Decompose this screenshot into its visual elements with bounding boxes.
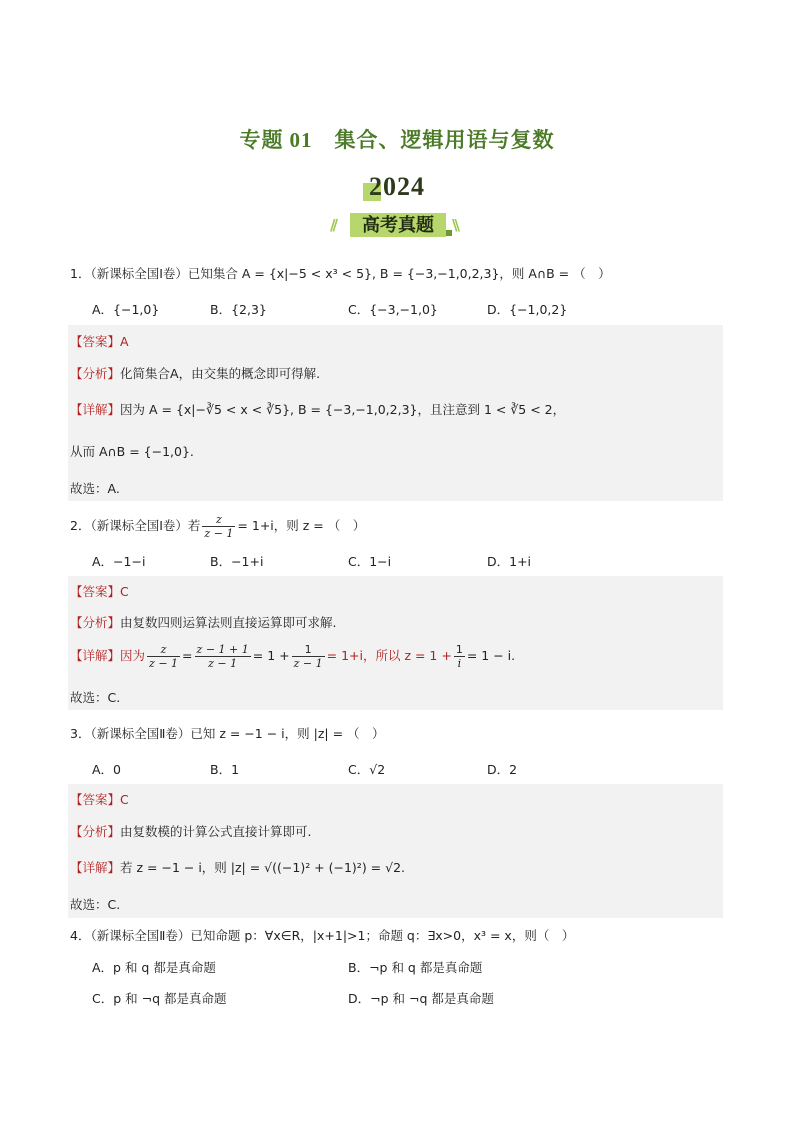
question-3-option-c[interactable]: C．√2	[348, 762, 386, 777]
title-prefix: 专题	[239, 128, 284, 152]
question-2-option-c[interactable]: C．1−i	[348, 554, 392, 569]
question-2-option-a[interactable]: A．−1−i	[92, 554, 146, 569]
question-1-option-d[interactable]: D．{−1,0,2}	[487, 302, 568, 317]
banner-slash-right-icon: \\	[452, 216, 457, 234]
question-3-option-b[interactable]: B．1	[210, 762, 240, 777]
section-banner	[330, 210, 466, 238]
question-1-stem: 1．（新课标全国Ⅰ卷）已知集合 A = {x|−5 < x³ < 5}, B = {−3,−1,0,2,3}，则 A∩B = （ ）	[70, 266, 611, 281]
banner-label: 高考真题	[362, 215, 434, 236]
question-1-detail-1: 【详解】因为 A = {x|−∛5 < x < ∛5}, B = {−3,−1,0,2,3}，且注意到 1 < ∛5 < 2，	[70, 402, 566, 417]
question-3-option-d[interactable]: D．2	[487, 762, 518, 777]
title-number: 01	[289, 128, 313, 152]
question-3-choose: 故选：C.	[70, 897, 121, 912]
question-2-analysis: 【分析】由复数四则运算法则直接运算即可求解.	[70, 615, 337, 630]
question-2-answer: 【答案】C	[70, 584, 129, 599]
question-1-detail-2: 从而 A∩B = {−1,0}.	[70, 444, 194, 459]
banner-slash-left-icon: //	[330, 216, 335, 234]
question-1-option-b[interactable]: B．{2,3}	[210, 302, 267, 317]
question-3-analysis: 【分析】由复数模的计算公式直接计算即可.	[70, 824, 312, 839]
title-main: 集合、逻辑用语与复数	[334, 128, 555, 152]
question-4-stem: 4．（新课标全国Ⅱ卷）已知命题 p：∀x∈R，|x+1|>1；命题 q：∃x>0，x³ = x，则（ ）	[70, 928, 575, 943]
question-4-option-a[interactable]: A．p 和 q 都是真命题	[92, 960, 216, 975]
question-4-option-d[interactable]: D．¬p 和 ¬q 都是真命题	[348, 991, 494, 1006]
question-1-option-a[interactable]: A．{−1,0}	[92, 302, 160, 317]
question-4-option-b[interactable]: B．¬p 和 q 都是真命题	[348, 960, 483, 975]
question-3-stem: 3．（新课标全国Ⅱ卷）已知 z = −1 − i，则 |z| = （ ）	[70, 726, 385, 741]
question-1-answer: 【答案】A	[70, 334, 129, 349]
question-2-choose: 故选：C.	[70, 690, 121, 705]
question-2-stem: 2．（新课标全国Ⅰ卷）若 $\frac{z}{z - 1}$ = 1+i，则 z = （ ）	[70, 513, 366, 540]
question-3-detail: 【详解】若 z = −1 − i，则 |z| = √((−1)² + (−1)²) = √2.	[70, 860, 406, 875]
question-2-detail: 【详解】因为 $\frac{z}{z - 1}$ = $\frac{z - 1 + 1}{z - 1}$ = 1 + $\frac{1}{z - 1}$ = 1+i，所以 z = 1 + $\frac{1}{i}$ = 1 − i.	[70, 643, 516, 670]
question-1-analysis: 【分析】化简集合A，由交集的概念即可得解.	[70, 366, 321, 381]
year-label: 2024	[369, 172, 425, 201]
question-2-option-b[interactable]: B．−1+i	[210, 554, 264, 569]
question-3-answer-box	[68, 784, 723, 918]
page-title	[0, 124, 794, 154]
question-4-option-c[interactable]: C．p 和 ¬q 都是真命题	[92, 991, 227, 1006]
question-1-choose: 故选：A.	[70, 481, 120, 496]
question-3-option-a[interactable]: A．0	[92, 762, 122, 777]
question-1-option-c[interactable]: C．{−3,−1,0}	[348, 302, 438, 317]
question-2-option-d[interactable]: D．1+i	[487, 554, 532, 569]
question-3-answer: 【答案】C	[70, 792, 129, 807]
